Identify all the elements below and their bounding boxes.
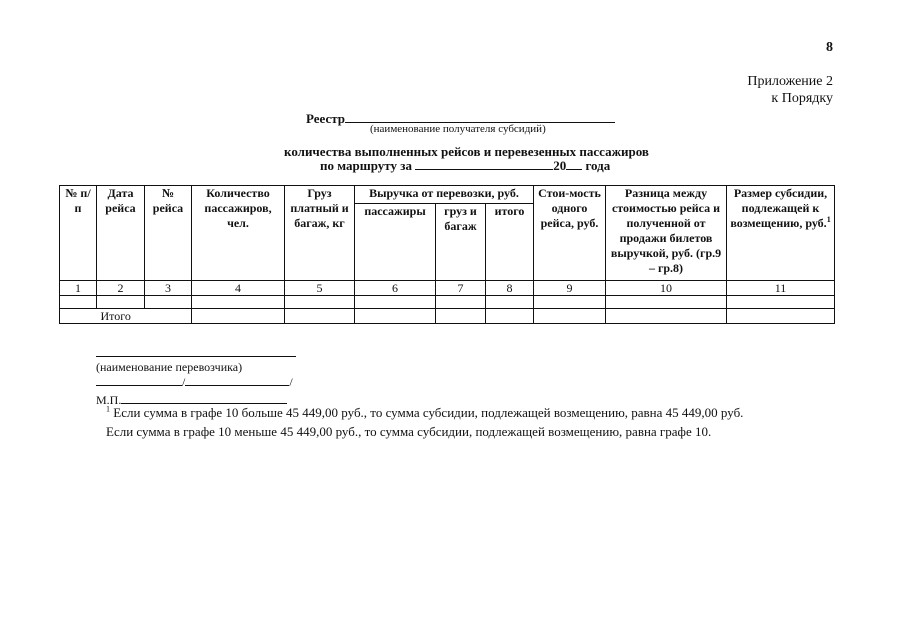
col-revenue-cargo-header: груз и багаж — [436, 204, 486, 281]
col-subsidy-header — [727, 186, 835, 281]
table-cell — [192, 296, 285, 309]
column-number: 7 — [436, 281, 486, 296]
column-number: 9 — [534, 281, 606, 296]
appendix-header — [747, 73, 833, 107]
table-cell — [60, 296, 97, 309]
table-cell — [192, 309, 285, 324]
column-number: 3 — [145, 281, 192, 296]
document-title-line-1: количества выполненных рейсов и перевезенных пассажиров — [284, 144, 649, 159]
signature-line — [96, 374, 293, 390]
registry-label: Реестр — [306, 111, 346, 126]
header-row-1 — [60, 186, 835, 204]
table-cell — [285, 309, 355, 324]
table-cell — [486, 309, 534, 324]
col-revenue-header: Выручка от перевозки, руб. — [355, 186, 534, 204]
appendix-line-2: к Порядку — [771, 91, 833, 106]
registry-table — [59, 185, 835, 324]
signature-name-blank — [185, 374, 289, 386]
table-cell — [355, 309, 436, 324]
col-date-header: Дата рейса — [97, 186, 145, 281]
stamp-blank — [121, 392, 287, 404]
footnote-1-text: Если сумма в графе 10 больше 45 449,00 руб., то сумма субсидии, подлежащей возмещению, равна 45 449,00 руб. — [113, 405, 744, 420]
table-cell — [436, 309, 486, 324]
table-cell — [145, 296, 192, 309]
column-number: 10 — [606, 281, 727, 296]
table-cell — [606, 296, 727, 309]
table-cell — [727, 296, 835, 309]
total-row — [60, 309, 835, 324]
subsidy-header-text: Размер субсидии, подлежащей к возмещению, руб. — [730, 186, 828, 230]
column-number: 4 — [192, 281, 285, 296]
table-row — [60, 296, 835, 309]
table-cell — [534, 296, 606, 309]
col-cargo-header: Груз платный и багаж, кг — [285, 186, 355, 281]
year-prefix: 20 — [553, 158, 567, 173]
footnote-marker: 1 — [106, 404, 110, 414]
stamp-label: М.П. — [96, 393, 122, 407]
col-trip-cost-header: Стои-мость одного рейса, руб. — [534, 186, 606, 281]
page-number: 8 — [826, 40, 833, 55]
year-suffix: года — [585, 158, 611, 173]
table-cell — [97, 296, 145, 309]
registry-recipient-blank — [345, 110, 615, 123]
table-cell — [727, 309, 835, 324]
table-cell — [436, 296, 486, 309]
document-title-line-2 — [320, 158, 610, 174]
table-cell — [60, 309, 97, 324]
col-trip-num-header: № рейса — [145, 186, 192, 281]
route-prefix: по маршруту за — [320, 158, 412, 173]
column-number: 8 — [486, 281, 534, 296]
column-number: 6 — [355, 281, 436, 296]
signature-slash-end: / — [289, 375, 293, 389]
table-cell — [285, 296, 355, 309]
signature-blank — [96, 374, 182, 386]
footnote-1 — [106, 405, 743, 421]
column-number: 11 — [727, 281, 835, 296]
column-number: 2 — [97, 281, 145, 296]
table-cell — [486, 296, 534, 309]
carrier-note: (наименование перевозчика) — [96, 360, 243, 374]
recipient-note: (наименование получателя субсидий) — [370, 123, 546, 135]
appendix-line-1: Приложение 2 — [747, 74, 833, 89]
col-revenue-passengers-header: пассажиры — [355, 204, 436, 281]
col-num-header: № п/п — [60, 186, 97, 281]
signature-slash: / — [182, 375, 186, 389]
year-blank — [566, 158, 582, 170]
col-revenue-total-header: итого — [486, 204, 534, 281]
footnote-2: Если сумма в графе 10 меньше 45 449,00 руб., то сумма субсидии, подлежащей возмещению, равна графе 10. — [106, 424, 712, 439]
column-number: 5 — [285, 281, 355, 296]
total-label: Итого — [97, 309, 192, 324]
table-cell — [534, 309, 606, 324]
col-passengers-header: Количество пассажиров, чел. — [192, 186, 285, 281]
col-difference-header: Разница между стоимостью рейса и полученной от продажи билетов выручкой, руб. (гр.9 – гр.8) — [606, 186, 727, 281]
carrier-name-line — [96, 356, 296, 357]
table-cell — [355, 296, 436, 309]
table-cell — [606, 309, 727, 324]
column-number: 1 — [60, 281, 97, 296]
subsidy-footnote-marker: 1 — [826, 215, 831, 224]
route-period-blank — [415, 158, 553, 170]
column-numbers-row — [60, 281, 835, 296]
